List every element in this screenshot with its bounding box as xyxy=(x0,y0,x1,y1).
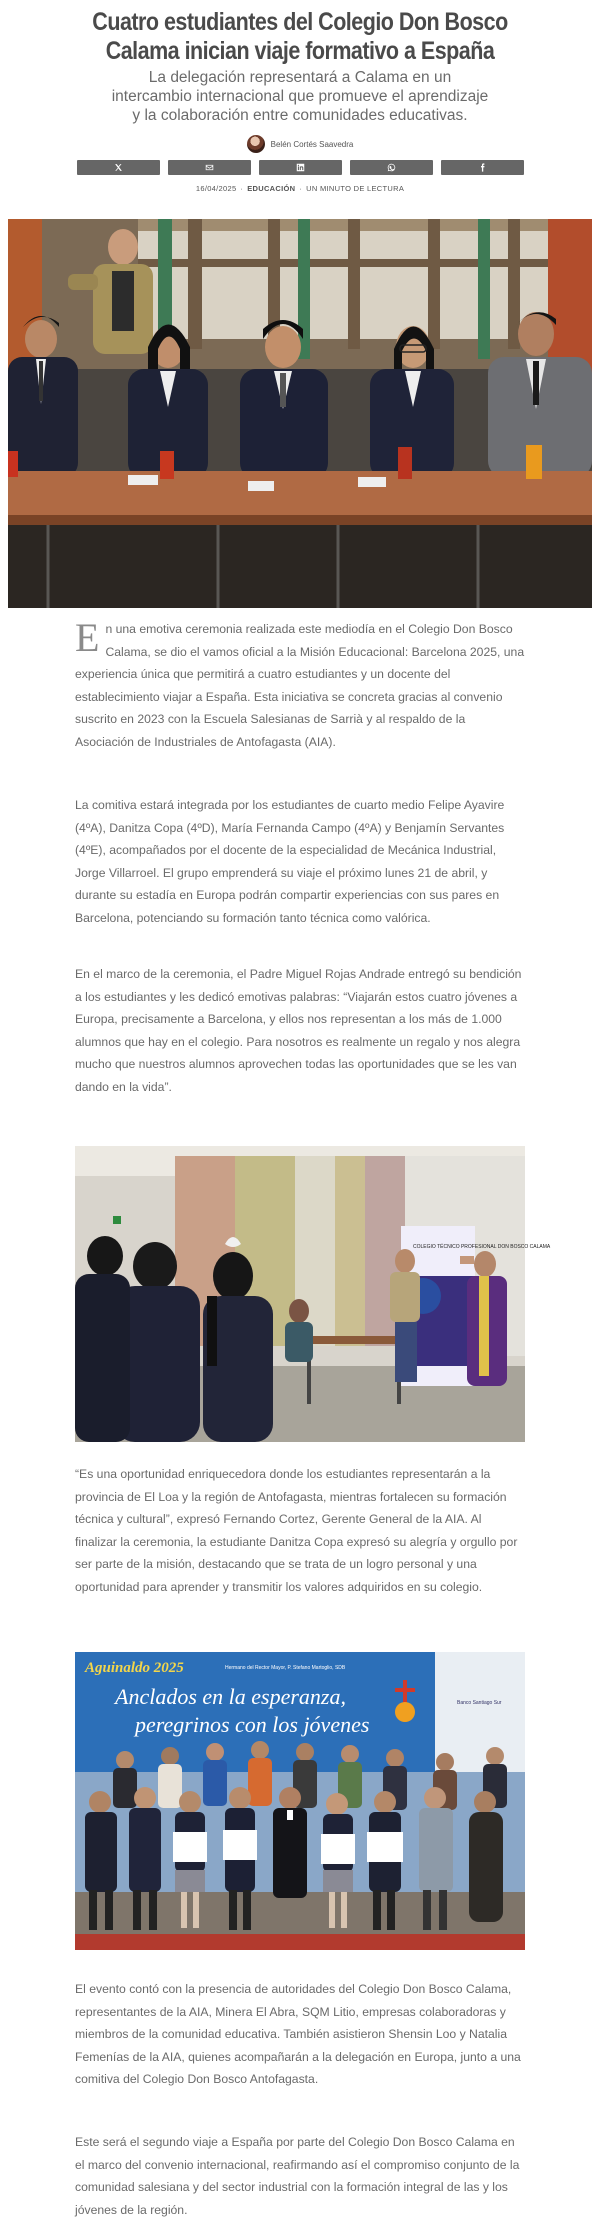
x-logo-icon xyxy=(114,163,123,172)
share-bar xyxy=(0,160,600,175)
share-linkedin-button[interactable] xyxy=(259,160,342,175)
banner-side-text: Banco Santiago Sur xyxy=(457,1700,502,1706)
banner-poster-text: COLEGIO TÉCNICO PROFESIONAL DON BOSCO CALAMA xyxy=(413,1244,551,1250)
facebook-icon xyxy=(478,163,487,172)
reading-time: UN MINUTO DE LECTURA xyxy=(306,184,405,193)
banner-line-3: peregrinos con los jóvenes xyxy=(135,1712,370,1737)
share-facebook-button[interactable] xyxy=(441,160,524,175)
paragraph-6: Este será el segundo viaje a España por parte del Colegio Don Bosco Calama en el marco del convenio internacional, reafirmando así el compromiso conjunto de la comunidad salesiana y del sector industrial con la formación integral de las y los jóvenes de la región. xyxy=(75,2135,520,2217)
banner-title: Aguinaldo 2025 xyxy=(85,1660,184,1676)
paragraph-2: La comitiva estará integrada por los estudiantes de cuarto medio Felipe Ayavire (4ºA), Danitza Copa (4ºD), María Fernanda Campo (4ºA) y Benjamín Servantes (4ºE), acompañados por el docente de la especialidad de Mecánica Industrial, Jorge Villarroel. El grupo emprenderá su viaje el próximo lunes 21 de abril, y durante su estadía en Europa podrán compartir experiencias con sus pares en Barcelona, potenciando su formación tanto técnica como valórica. xyxy=(75,798,505,925)
share-x-button[interactable] xyxy=(77,160,160,175)
envelope-icon xyxy=(205,163,214,172)
whatsapp-icon xyxy=(387,163,396,172)
author-byline xyxy=(0,133,600,155)
author-name-link[interactable]: Belén Cortés Saavedra xyxy=(270,139,354,149)
dropcap-letter: E xyxy=(75,615,100,660)
headline-wrapper xyxy=(0,0,600,66)
paragraph-1 xyxy=(75,615,525,753)
paragraph-3: En el marco de la ceremonia, el Padre Miguel Rojas Andrade entregó su bendición a los estudiantes y les dedicó emotivas palabras: “Viajarán estos cuatro jóvenes a Europa, precisamente a Barcelona, y ellos nos representan a los más de 1.000 alumnos que hay en el colegio. Para nosotros es realmente un regalo y nos alegra mucho que nuestros alumnos aprovechen todas las oportunidades que se les van dando en la vida”. xyxy=(75,967,522,1094)
blessing-photo-illustration xyxy=(75,1146,551,1442)
paragraph-5: El evento contó con la presencia de autoridades del Colegio Don Bosco Calama, representantes de la AIA, Minera El Abra, SQM Litio, empresas colaboradoras y miembros de la comunidad educativa. También asistieron Shensin Loo y Natalia Femenías de la AIA, quienes acompañarán a la delegación en Europa, junto a una comitiva del Colegio Don Bosco Antofagasta. xyxy=(75,1982,521,2086)
article-meta: 16/04/2025 · EDUCACIÓN · UN MINUTO DE LECTURA xyxy=(195,184,405,193)
publish-date: 16/04/2025 xyxy=(195,184,237,193)
share-email-button[interactable] xyxy=(168,160,251,175)
author-avatar xyxy=(247,135,265,153)
photo-priest-blessing xyxy=(75,1146,551,1442)
photo-group-banner xyxy=(75,1652,525,1950)
article-subtitle: La delegación representará a Calama en un intercambio internacional que promueve el aprendizaje y la colaboración entre comunidades educativas. xyxy=(111,69,489,124)
share-whatsapp-button[interactable] xyxy=(350,160,433,175)
paragraph-1-text: n una emotiva ceremonia realizada este mediodía en el Colegio Don Bosco Calama, se dio el vamos oficial a la Misión Educacional: Barcelona 2025, una experiencia única que permitirá a cuatro estudiantes y un docente del establecimiento viajar a España. Esta iniciativa se concreta gracias al convenio suscrito en 2023 con la Escuela Salesianas de Sarrià y al respaldo de la Asociación de Industriales de Antofagasta (AIA). xyxy=(75,622,525,749)
group-photo-illustration xyxy=(75,1652,525,1950)
hero-photo-illustration xyxy=(8,219,592,608)
banner-small-text: Hermano del Rector Mayor, P. Stefano Martoglio, SDB xyxy=(225,1665,346,1671)
banner-line-2: Anclados en la esperanza, xyxy=(115,1684,346,1709)
hero-photo-students-table xyxy=(8,219,592,608)
paragraph-4: “Es una oportunidad enriquecedora donde los estudiantes representarán a la provincia de El Loa y la región de Antofagasta, mientras fortalecen su formación técnica y cultural”, expresó Fernando Cortez, Gerente General de la AIA. Al finalizar la ceremonia, la estudiante Danitza Copa expresó su alegría y orgullo por ser parte de la misión, destacando que se trata de un logro personal y una oportunidad para aprender y transmitir los valores adquiridos en su colegio. xyxy=(75,1467,518,1594)
linkedin-icon xyxy=(296,163,305,172)
article-title: Cuatro estudiantes del Colegio Don Bosco Calama inician viaje formativo a España xyxy=(92,8,508,65)
category-link[interactable]: EDUCACIÓN xyxy=(247,184,296,193)
